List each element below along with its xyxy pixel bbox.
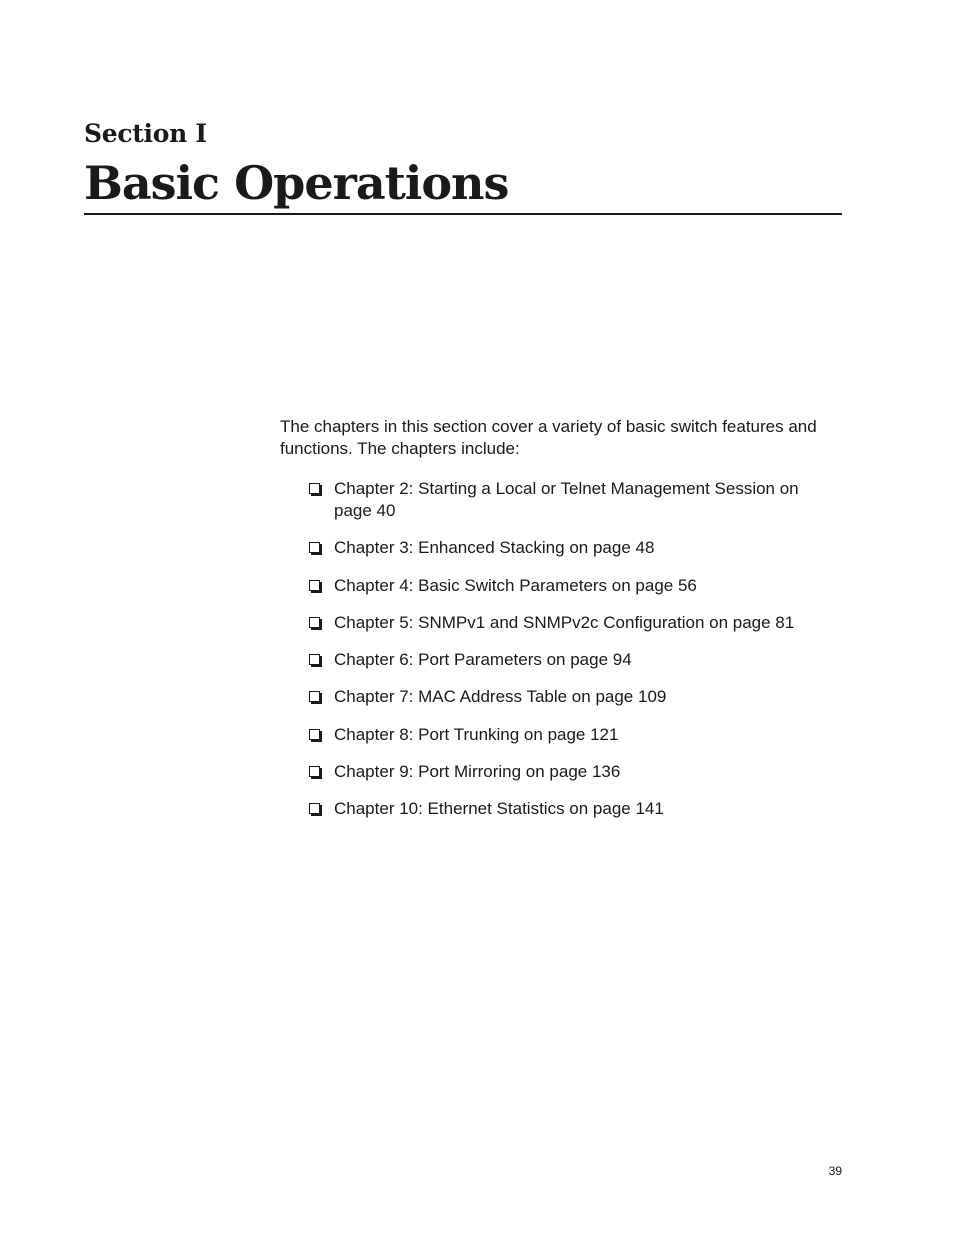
checkbox-bullet-icon — [309, 654, 320, 665]
chapter-link[interactable]: Chapter 5: SNMPv1 and SNMPv2c Configuration on page 81 — [334, 612, 795, 632]
intro-paragraph: The chapters in this section cover a variety of basic switch features and functions. The chapters include: — [280, 417, 817, 458]
checkbox-bullet-icon — [309, 803, 320, 814]
list-item — [308, 612, 828, 634]
page-title: Basic Operations — [84, 156, 509, 210]
chapter-link[interactable]: Chapter 7: MAC Address Table on page 109 — [334, 687, 667, 707]
chapter-link[interactable]: Chapter 3: Enhanced Stacking on page 48 — [334, 538, 655, 558]
chapter-link[interactable]: Chapter 8: Port Trunking on page 121 — [334, 724, 619, 744]
checkbox-bullet-icon — [309, 766, 320, 777]
checkbox-bullet-icon — [309, 542, 320, 553]
title-rule — [84, 213, 842, 215]
checkbox-bullet-icon — [309, 580, 320, 591]
section-label: Section I — [84, 119, 207, 148]
checkbox-bullet-icon — [309, 691, 320, 702]
checkbox-bullet-icon — [309, 729, 320, 740]
chapter-link[interactable]: Chapter 2: Starting a Local or Telnet Management Session on page 40 — [334, 479, 799, 520]
checkbox-bullet-icon — [309, 483, 320, 494]
list-item — [308, 686, 828, 708]
list-item — [308, 478, 828, 522]
list-item — [308, 537, 828, 559]
chapter-link[interactable]: Chapter 6: Port Parameters on page 94 — [334, 650, 632, 670]
checkbox-bullet-icon — [309, 617, 320, 628]
list-item — [308, 649, 828, 671]
chapter-list — [308, 478, 828, 836]
chapter-link[interactable]: Chapter 4: Basic Switch Parameters on page 56 — [334, 575, 697, 595]
page-number: 39 — [828, 1164, 842, 1178]
list-item — [308, 575, 828, 597]
list-item — [308, 798, 828, 820]
list-item — [308, 724, 828, 746]
chapter-link[interactable]: Chapter 10: Ethernet Statistics on page 141 — [334, 799, 664, 819]
chapter-link[interactable]: Chapter 9: Port Mirroring on page 136 — [334, 762, 621, 782]
list-item — [308, 761, 828, 783]
